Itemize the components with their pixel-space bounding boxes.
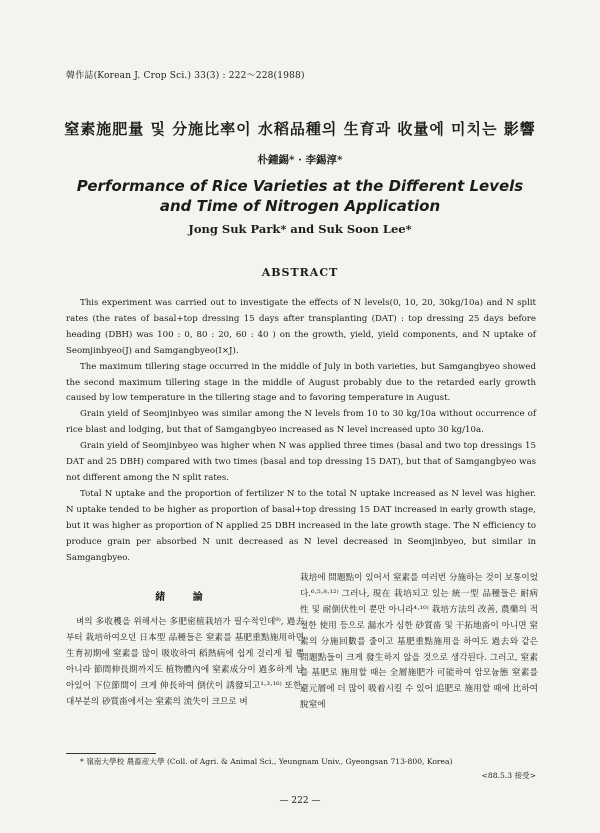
korean-authors: 朴鍾錫* · 李錫淳* <box>257 154 343 166</box>
english-title-line-1: Performance of Rice Varieties at the Different Levels <box>76 177 524 195</box>
abstract-paragraph: Grain yield of Seomjinbyeo was higher when N was applied three times (basal and two top dressings 15 DAT and 25 DBH) compared with two times (basal and top dressing 15 DAT), but that of Samgangbyeo was not different among the N split rates. <box>66 441 536 483</box>
english-authors: Jong Suk Park* and Suk Soon Lee* <box>188 222 412 236</box>
affiliation-footnote: * 嶺南大學校 農畜産大學 (Coll. of Agri. & Animal Sci., Yeungnam Univ., Gyeongsan 713-800, Korea) <box>80 757 453 766</box>
abstract-paragraph: This experiment was carried out to investigate the effects of N levels(0, 10, 20, 30kg/10a) and N split rates (the rates of basal+top dressing 15 days after transplanting (DAT) : top dressing 25 days before heading (DBH) was 100 : 0, 80 : 20, 60 : 40 ) on the growth, yield, yield components, and N uptake of Seomjinbyeo(J) and Samgangbyeo(I×J). <box>66 298 536 356</box>
abstract-paragraph: The maximum tillering stage occurred in the middle of July in both varieties, but Samgangbyeo showed the second maximum tillering stage in the middle of August probably due to the retarded early growth caused by low temperature in the tillering stage and to favoring temperature in August. <box>66 361 536 404</box>
page-number: — 222 — <box>279 796 321 806</box>
english-title <box>0 176 600 216</box>
left-column <box>66 615 304 710</box>
introduction-heading: 緒 論 <box>155 592 215 603</box>
abstract-paragraph: Grain yield of Seomjinbyeo was similar among the N levels from 10 to 30 kg/10a without occurrence of rice blast and lodging, but that of Samgangbyeo increased as N level increased upto 30 kg/10a. <box>66 409 536 436</box>
abstract-body <box>66 296 536 566</box>
korean-title: 窒素施肥量 및 分施比率이 水稻品種의 生育과 收量에 미치는 影響 <box>64 120 536 138</box>
footnote-divider <box>66 753 156 754</box>
journal-citation: 韓作誌(Korean J. Crop Sci.) 33(3) : 222～228(1988) <box>66 71 305 81</box>
left-column-text: 벼의 多收穫을 위해서는 多肥密植栽培가 필수적인데⁹⁾, 過去부터 栽培하여오던 日本型 品種들은 窒素를 基肥重點施用하면 生育初期에 窒素를 많이 吸收하여 稻熱病에 쉽게 걸리게 될 뿐 아니라 節間伸長期까지도 植物體內에 窒素成分이 過多하게 남아있어 下位節間이 크게 伸長하여 倒伏이 誘發되고¹·³·¹⁶⁾ 또한, 대부분의 砂質畓에서는 窒素의 流失이 크므로 벼 <box>66 617 304 707</box>
right-column-text: 栽培에 問題點이 있어서 窒素를 여러번 分施하는 것이 보통이었다.⁶·⁵·⁸·¹²⁾ 그러나, 現在 栽培되고 있는 統一型 品種들은 耐病性 및 耐倒伏性이 뿐만 아니라⁴·¹⁰⁾ 栽培方法의 改善, 農藥의 적절한 使用 등으로 漏水가 심한 砂質畓 및 干拓地畓이 아니면 窒素의 分施回數를 줄이고 基肥重點施用을 하여도 過去와 같은 問題點들이 크게 發生하지 않을 것으로 생각된다. 그러고, 窒素를 基肥로 施用할 때는 全層施肥가 可能하여 암모늄態 窒素를 還元層에 더 많이 吸着시킬 수 있어 追肥로 施用할 때에 比하여 脫窒에 <box>300 573 538 711</box>
abstract-paragraph: Total N uptake and the proportion of fertilizer N to the total N uptake increased as N level was higher. N uptake tended to be higher as proportion of basal+top dressing 15 DAT increased in early growth stage, but it was higher as proportion of N applied 25 DBH increased in the late growth stage. The N efficiency to produce grain per absorbed N unit decreased as N level decreased in Seomjinbyeo, but similar in Samgangbyeo. <box>66 488 536 563</box>
right-column <box>300 571 538 714</box>
received-date: <88.5.3 接受> <box>481 771 536 780</box>
english-title-line-2: and Time of Nitrogen Application <box>159 197 441 215</box>
abstract-heading: ABSTRACT <box>261 266 339 279</box>
